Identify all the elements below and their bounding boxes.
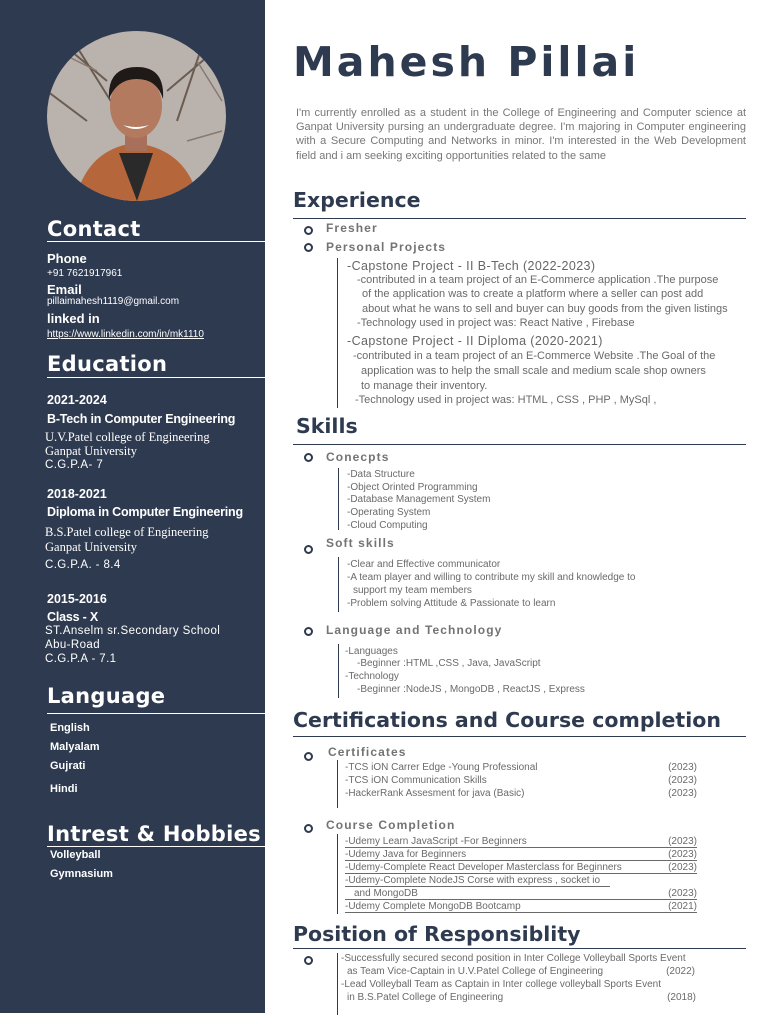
position-text: as Team Vice-Captain in U.V.Patel College of Engineering — [347, 966, 604, 977]
technology-item: -Beginner :HTML ,CSS , Java, JavaScript — [357, 658, 541, 669]
education-years: 2018-2021 — [47, 487, 107, 501]
technology-line — [338, 644, 339, 698]
language-item: English — [50, 722, 90, 734]
phone-value: +91 7621917961 — [47, 268, 123, 279]
phone-label: Phone — [47, 251, 87, 266]
technology-item: -Languages — [345, 646, 398, 657]
course-row — [345, 849, 697, 861]
certificate-row — [345, 788, 697, 799]
soft-skills-label: Soft skills — [326, 536, 395, 550]
course-completion-label: Course Completion — [326, 818, 456, 832]
education-gpa: C.G.P.A - 7.1 — [45, 653, 117, 665]
education-years: 2015-2016 — [47, 592, 107, 606]
language-item: Gujrati — [50, 760, 86, 772]
hobbies-divider — [47, 846, 265, 847]
course-name: -Udemy Learn JavaScript -For Beginners — [345, 836, 527, 847]
profile-summary: I'm currently enrolled as a student in the College of Engineering and Computer science at Ganpat University pursing an undergraduate degree. I'm majoring in Computer engineering with a Secure Computing and Networks in minor. I'm interested in the Web Development field and i am seeking exciting opportunities related to the same — [296, 107, 746, 162]
profile-photo — [47, 31, 226, 201]
position-text: -Lead Volleyball Team as Captain in Inter college volleyball Sports Event — [341, 979, 661, 990]
project-detail: -contributed in a team project of an E-Commerce application .The purpose — [357, 274, 719, 286]
concept-item: -Data Structure — [347, 469, 415, 480]
bullet-icon — [304, 824, 313, 833]
education-college: B.S.Patel college of Engineering — [45, 525, 209, 539]
education-heading: Education — [47, 352, 168, 376]
position-row — [347, 966, 695, 977]
education-college: ST.Anselm sr.Secondary School — [45, 625, 221, 637]
soft-skills-line — [338, 557, 339, 612]
skills-heading: Skills — [296, 414, 358, 438]
courses-line — [337, 834, 338, 914]
project-detail: -Technology used in project was: React Native , Firebase — [357, 317, 635, 329]
concepts-label: Conecpts — [326, 450, 390, 464]
course-year: (2023) — [668, 862, 697, 873]
linkedin-link[interactable]: https://www.linkedin.com/in/mk1110 — [47, 329, 204, 340]
hobbies-heading: Intrest & Hobbies — [47, 822, 261, 846]
project-title: -Capstone Project - II B-Tech (2022-2023) — [347, 259, 596, 273]
bullet-icon — [304, 545, 313, 554]
bullet-icon — [304, 752, 313, 761]
fresher-label: Fresher — [326, 221, 378, 235]
profile-photo-image — [47, 31, 226, 201]
email-label: Email — [47, 282, 82, 297]
position-row — [347, 992, 696, 1003]
education-gpa: C.G.P.A- 7 — [45, 459, 104, 471]
bullet-icon — [304, 956, 313, 965]
course-name: -Udemy-Complete React Developer Masterclass for Beginners — [345, 862, 622, 873]
language-divider — [47, 713, 265, 714]
education-degree: Class - X — [47, 610, 99, 624]
certifications-heading: Certifications and Course completion — [293, 708, 721, 732]
position-text: in B.S.Patel College of Engineering — [347, 992, 504, 1003]
soft-skill-item: support my team members — [353, 585, 472, 596]
concept-item: -Operating System — [347, 507, 431, 518]
concept-item: -Object Orinted Programming — [347, 482, 478, 493]
certificate-row — [345, 775, 697, 786]
course-row — [345, 862, 697, 874]
course-year: (2021) — [668, 901, 697, 912]
position-row — [341, 953, 697, 964]
projects-line — [337, 258, 338, 408]
technology-item: -Technology — [345, 671, 399, 682]
education-divider — [47, 377, 265, 378]
course-year: (2023) — [668, 836, 697, 847]
language-item: Hindi — [50, 783, 78, 795]
certificate-name: -HackerRank Assesment for java (Basic) — [345, 788, 525, 799]
linkedin-label: linked in — [47, 311, 100, 326]
education-gpa: C.G.P.A. - 8.4 — [45, 559, 121, 571]
hobby-item: Volleyball — [50, 849, 101, 861]
soft-skill-item: -Clear and Effective communicator — [347, 559, 501, 570]
certificate-year: (2023) — [668, 775, 697, 786]
course-name: -Udemy-Complete NodeJS Corse with express , socket io — [345, 875, 601, 886]
certificate-name: -TCS iON Carrer Edge -Young Professional — [345, 762, 538, 773]
concept-item: -Cloud Computing — [347, 520, 428, 531]
technology-item: -Beginner :NodeJS , MongoDB , ReactJS , Express — [357, 684, 585, 695]
certificates-line — [337, 760, 338, 808]
concepts-line — [338, 468, 339, 530]
candidate-name: Mahesh Pillai — [293, 38, 640, 86]
experience-divider — [293, 218, 746, 219]
position-year: (2018) — [667, 992, 696, 1003]
certificate-name: -TCS iON Communication Skills — [345, 775, 487, 786]
language-item: Malyalam — [50, 741, 100, 753]
hobby-item: Gymnasium — [50, 868, 113, 880]
certificates-label: Certificates — [328, 745, 407, 759]
education-university: Ganpat University — [45, 540, 137, 554]
education-years: 2021-2024 — [47, 393, 107, 407]
project-detail: application was to help the small scale and medium scale shop owners — [361, 365, 706, 377]
course-name: and MongoDB — [354, 888, 418, 899]
bullet-icon — [304, 243, 313, 252]
project-detail: of the application was to create a platform where a seller can post add — [362, 288, 704, 300]
education-college: U.V.Patel college of Engineering — [45, 430, 210, 444]
personal-projects-label: Personal Projects — [326, 240, 447, 254]
project-detail: to manage their inventory. — [361, 380, 488, 392]
certifications-divider — [293, 736, 746, 737]
course-year: (2023) — [668, 888, 697, 899]
education-university: Ganpat University — [45, 444, 137, 458]
position-row — [341, 979, 697, 990]
bullet-icon — [304, 453, 313, 462]
bullet-icon — [304, 226, 313, 235]
bullet-icon — [304, 627, 313, 636]
course-name: -Udemy Java for Beginners — [345, 849, 467, 860]
project-detail: -contributed in a team project of an E-Commerce Website .The Goal of the — [353, 350, 716, 362]
course-year: (2023) — [668, 849, 697, 860]
certificate-year: (2023) — [668, 788, 697, 799]
education-location: Abu-Road — [45, 639, 100, 651]
language-heading: Language — [47, 684, 166, 708]
contact-divider — [47, 241, 265, 242]
soft-skill-item: -Problem solving Attitude & Passionate to learn — [347, 598, 556, 609]
email-value[interactable]: pillaimahesh1119@gmail.com — [47, 296, 180, 307]
position-year: (2022) — [666, 966, 695, 977]
soft-skill-item: -A team player and willing to contribute my skill and knowledge to — [347, 572, 636, 583]
certificate-row — [345, 762, 697, 773]
course-name: -Udemy Complete MongoDB Bootcamp — [345, 901, 521, 912]
concept-item: -Database Management System — [347, 494, 491, 505]
position-text: -Successfully secured second position in Inter College Volleyball Sports Event — [341, 953, 686, 964]
course-row — [345, 888, 697, 900]
course-row — [345, 836, 697, 848]
education-degree: Diploma in Computer Engineering — [47, 505, 243, 519]
project-detail: -Technology used in project was: HTML , CSS , PHP , MySql , — [355, 394, 657, 406]
language-technology-label: Language and Technology — [326, 623, 503, 637]
contact-heading: Contact — [47, 217, 141, 241]
experience-heading: Experience — [293, 188, 421, 212]
education-degree: B-Tech in Computer Engineering — [47, 412, 236, 426]
project-detail: about what he wans to sell and buyer can buy goods from the given listings — [362, 303, 728, 315]
course-row — [345, 901, 697, 913]
position-divider — [293, 948, 746, 949]
project-title: -Capstone Project - II Diploma (2020-2021) — [347, 334, 603, 348]
skills-divider — [293, 444, 746, 445]
position-heading: Position of Responsiblity — [293, 922, 581, 946]
course-row — [345, 875, 610, 887]
position-line — [337, 953, 338, 1015]
sidebar — [0, 0, 265, 1013]
certificate-year: (2023) — [668, 762, 697, 773]
